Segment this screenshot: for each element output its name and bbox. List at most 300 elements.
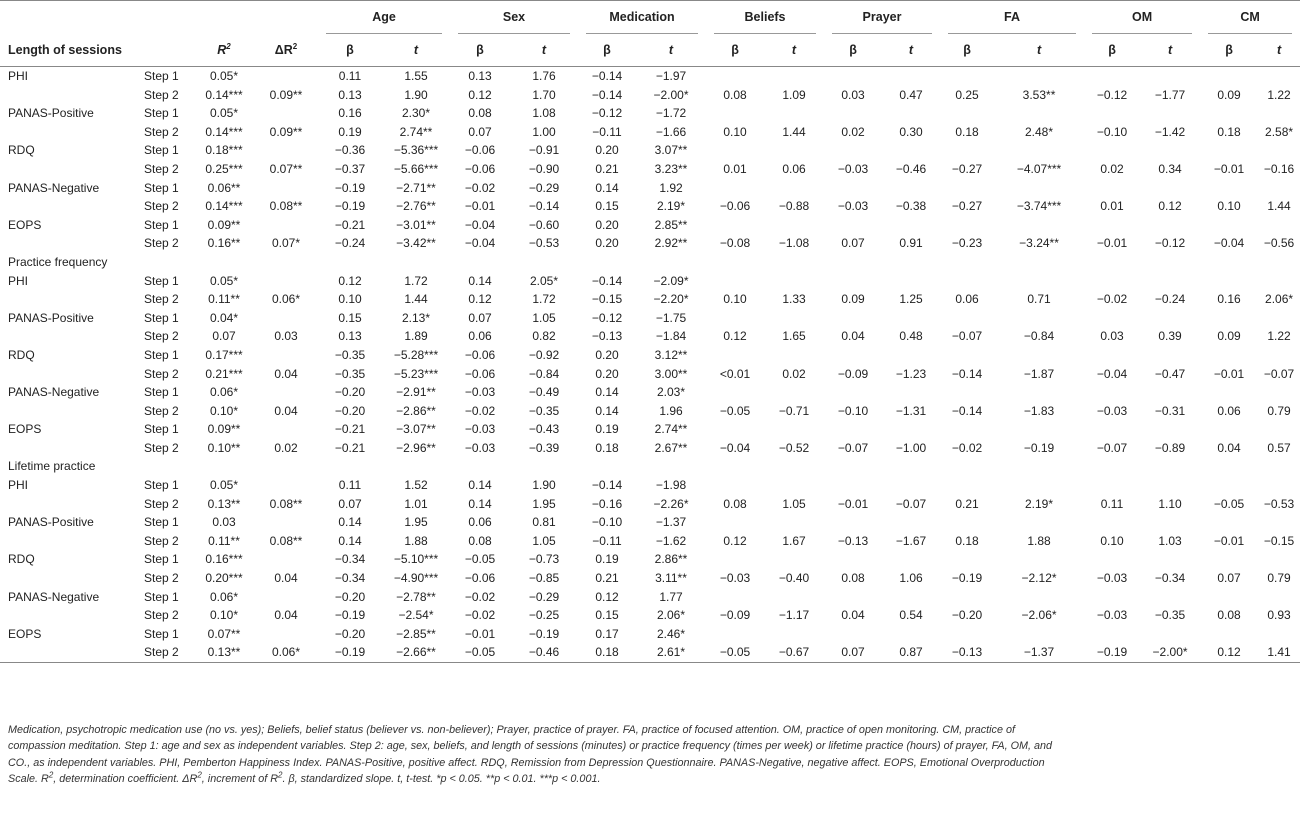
table-row [0,365,1300,384]
table-cell: −0.53 [528,236,560,251]
table-cell: −0.02 [464,608,496,623]
table-cell: −0.36 [334,143,366,158]
table-cell: −0.20 [951,608,983,623]
table-cell: −0.01 [1096,236,1128,251]
table-cell: −0.01 [464,199,496,214]
table-cell: 1.05 [532,310,556,325]
table-cell [1200,104,1258,123]
table-cell: 0.13 [338,87,362,102]
table-cell: 2.61* [656,645,686,660]
table-cell: −1.67 [895,533,927,548]
table-cell: 1.88 [404,533,428,548]
table-cell [706,625,764,644]
table-cell [824,383,882,402]
table-cell [254,383,318,402]
table-cell: −2.26* [653,496,689,511]
outcome-label: PANAS-Positive [8,515,94,530]
table-cell: 0.06* [271,292,301,307]
table-cell: 0.06 [782,161,806,176]
table-cell [1140,141,1200,160]
table-cell: 1.67 [782,533,806,548]
table-cell: −0.27 [951,199,983,214]
table-cell: 2.58* [1265,124,1294,139]
table-cell [824,513,882,532]
table-cell: −0.90 [528,161,560,176]
table-cell: −0.05 [719,645,751,660]
table-cell: −1.37 [655,515,687,530]
outcome-label [0,123,136,142]
table-cell: −2.00* [653,87,689,102]
table-cell: 0.14 [338,533,362,548]
table-cell: 0.06 [468,329,492,344]
step-label: Step 2 [144,161,179,176]
table-cell [994,383,1084,402]
table-cell [1084,346,1140,365]
table-cell: −0.24 [334,236,366,251]
table-cell: −1.66 [655,124,687,139]
table-cell [254,104,318,123]
table-cell: −0.02 [951,440,983,455]
table-cell [254,141,318,160]
table-cell [824,141,882,160]
table-cell: 0.20 [595,347,619,362]
table-cell: 0.06* [271,645,301,660]
table-cell [1258,272,1300,291]
table-cell: 0.14 [468,478,492,493]
table-cell [882,513,940,532]
outcome-label: EOPS [8,422,42,437]
table-cell: 0.03 [1100,329,1124,344]
table-cell [994,550,1084,569]
table-cell: 0.09** [269,87,303,102]
table-cell: −0.01 [1213,161,1245,176]
table-row [0,532,1300,551]
step-label: Step 1 [144,515,179,530]
table-cell: 0.10 [723,292,747,307]
table-cell: 1.77 [659,589,683,604]
table-cell [824,67,882,86]
table-cell: 0.09 [1217,329,1241,344]
table-cell: 2.19* [1025,496,1054,511]
table-cell: −1.23 [895,366,927,381]
table-cell: −0.14 [951,403,983,418]
table-row [0,588,1300,607]
table-cell [254,309,318,328]
table-cell: −0.34 [1154,571,1186,586]
table-cell [706,588,764,607]
table-cell [706,513,764,532]
table-cell [940,67,994,86]
table-cell [1258,216,1300,235]
table-cell: −0.34 [334,571,366,586]
table-cell: 0.12 [468,292,492,307]
table-cell: −3.07** [396,422,436,437]
table-cell: −0.19 [528,626,560,641]
table-cell: −1.72 [655,106,687,121]
step-label: Step 2 [144,236,179,251]
table-cell [824,272,882,291]
table-cell: 1.25 [899,292,923,307]
table-cell: 0.11** [208,533,240,548]
table-cell [1084,513,1140,532]
table-row [0,550,1300,569]
table-cell: 0.54 [899,608,923,623]
table-cell [254,550,318,569]
table-cell: 0.21*** [205,366,243,381]
table-cell: −0.12 [591,106,623,121]
table-cell: −0.06 [464,143,496,158]
table-cell: 0.16** [207,236,241,251]
table-cell: −1.97 [655,69,687,83]
table-cell [1258,141,1300,160]
table-cell: −3.42** [396,236,436,251]
table-cell: −0.60 [528,217,560,232]
table-cell [764,588,824,607]
step-label: Step 1 [144,310,179,325]
table-cell [940,216,994,235]
table-cell: −0.03 [1096,608,1128,623]
table-cell: 0.13** [207,645,241,660]
table-cell [1258,104,1300,123]
group-header: Age [318,1,450,35]
step-label: Step 1 [144,422,179,437]
table-cell: −2.20* [653,292,689,307]
table-cell: −0.06 [464,161,496,176]
t-header: t [668,43,674,57]
step-label: Step 2 [144,199,179,214]
table-cell: 0.81 [532,515,556,530]
outcome-label: RDQ [8,552,35,567]
table-cell: 0.06 [1217,403,1241,418]
table-cell: −0.38 [895,199,927,214]
table-cell [254,179,318,198]
table-cell: 2.05* [529,273,559,288]
step-label: Step 1 [144,217,179,232]
table-cell [994,141,1084,160]
table-cell: 0.10* [209,403,239,418]
table-cell [706,383,764,402]
table-cell: −1.31 [895,403,927,418]
table-cell: 0.17 [595,626,619,641]
beta-header: β [1225,43,1233,57]
table-cell: −2.86** [396,403,436,418]
table-cell: 3.00** [654,366,688,381]
table-cell: −1.75 [655,310,687,325]
table-cell: −5.36*** [393,143,439,158]
table-cell: 1.95 [404,515,428,530]
table-cell: 0.05* [209,478,239,493]
step-label: Step 1 [144,478,179,493]
table-cell: 0.09** [269,124,303,139]
beta-header: β [603,43,611,57]
table-cell [764,346,824,365]
table-cell: 2.06* [1265,292,1294,307]
beta-header: β [476,43,484,57]
table-cell: −0.52 [778,440,810,455]
table-cell: 0.12 [723,533,747,548]
table-cell: 0.06 [468,515,492,530]
table-cell [706,67,764,86]
table-cell [254,346,318,365]
table-cell: 0.05* [209,273,239,288]
table-cell: 0.07* [271,236,301,251]
table-cell: 0.20 [595,217,619,232]
table-notes [8,722,1193,788]
table-cell: 0.15 [595,608,619,623]
table-cell: 0.04 [1217,440,1241,455]
table-row [0,234,1300,253]
table-row [0,346,1300,365]
table-cell: 0.47 [899,87,923,102]
table-cell: −0.56 [1263,236,1295,251]
table-cell [940,420,994,439]
table-cell: −5.28*** [393,347,439,362]
beta-header: β [849,43,857,57]
t-header: t [791,43,797,57]
table-cell [824,625,882,644]
table-cell: −0.29 [528,180,560,195]
table-cell: 1.90 [532,478,556,493]
t-header: t [413,43,419,57]
table-cell: 0.05* [209,106,239,121]
table-cell: −0.20 [334,626,366,641]
group-header: Prayer [824,1,940,35]
table-cell [940,141,994,160]
group-header: Medication [578,1,706,35]
table-cell: −0.13 [591,329,623,344]
table-cell: 0.14*** [205,87,243,102]
table-cell [882,588,940,607]
table-cell [824,179,882,198]
table-cell: −0.35 [334,347,366,362]
table-cell: 0.11** [208,292,240,307]
table-cell [994,513,1084,532]
outcome-label: RDQ [8,143,35,158]
table-row [0,272,1300,291]
step-label: Step 1 [144,347,179,362]
table-cell: −0.04 [464,236,496,251]
table-cell [1258,309,1300,328]
group-header: OM [1084,1,1200,35]
table-cell: 1.65 [782,329,806,344]
table-cell [1140,216,1200,235]
table-cell [706,420,764,439]
table-cell: 2.67** [654,440,688,455]
table-cell: 1.90 [404,87,428,102]
table-cell: −0.92 [528,347,560,362]
table-cell [1140,625,1200,644]
table-cell [882,67,940,86]
table-cell: −0.02 [464,403,496,418]
table-cell: −0.02 [464,589,496,604]
table-cell [882,550,940,569]
header-row-columns [0,34,1300,67]
table-cell: −0.01 [464,626,496,641]
step-label: Step 2 [144,366,179,381]
table-cell: 2.19* [656,199,686,214]
table-cell: 0.15 [595,199,619,214]
step-label: Step 2 [144,87,179,102]
table-row [0,179,1300,198]
table-cell: 0.01 [1100,199,1124,214]
table-cell: 0.19 [595,422,619,437]
table-cell: −3.24** [1019,236,1059,251]
table-cell: 2.74** [654,422,688,437]
table-cell [824,346,882,365]
table-cell: −5.23*** [393,366,439,381]
table-cell [764,383,824,402]
outcome-label: PHI [8,478,29,493]
table-cell [824,476,882,495]
table-cell [764,179,824,198]
table-cell: −2.06* [1021,608,1057,623]
table-cell: 0.04 [841,329,865,344]
table-cell: 0.02 [782,366,806,381]
table-cell: −0.13 [837,533,869,548]
step-label: Step 1 [144,106,179,121]
table-cell [1258,476,1300,495]
table-cell: −0.20 [334,385,366,400]
table-cell [1200,179,1258,198]
table-cell [1140,309,1200,328]
step-label: Step 1 [144,626,179,641]
table-cell: 0.48 [899,329,923,344]
outcome-label: PANAS-Positive [8,106,94,121]
table-cell: −2.66** [396,645,436,660]
table-cell [1258,588,1300,607]
table-cell [882,141,940,160]
table-cell: −0.29 [528,589,560,604]
table-cell: 0.25*** [205,161,243,176]
table-cell: 0.14 [468,496,492,511]
table-cell: 0.07 [1217,571,1241,586]
table-cell: 0.18 [595,440,619,455]
table-cell: −0.40 [778,571,810,586]
table-cell: −0.02 [1096,292,1128,307]
table-cell: 0.06* [209,589,239,604]
table-cell: 1.10 [1158,496,1182,511]
table-cell: −2.78** [396,589,436,604]
table-cell: 2.74** [399,124,433,139]
table-cell [706,550,764,569]
table-cell: 0.08** [269,496,303,511]
table-cell: 1.22 [1267,329,1291,344]
group-header: CM [1200,1,1300,35]
table-cell [994,346,1084,365]
table-cell: 0.09 [841,292,865,307]
table-cell [764,216,824,235]
table-row [0,383,1300,402]
outcome-label: RDQ [8,347,35,362]
table-cell: 0.14 [595,385,619,400]
r2-header: $R^2$ [217,41,231,57]
outcome-label [0,606,136,625]
table-cell: 1.09 [782,87,806,102]
step-label: Step 1 [144,552,179,567]
table-cell: −0.04 [464,217,496,232]
outcome-label [0,197,136,216]
table-cell [824,104,882,123]
table-cell: −0.34 [334,552,366,567]
table-row [0,141,1300,160]
table-cell: 0.79 [1267,403,1291,418]
table-cell: −0.04 [719,440,751,455]
table-cell: 0.12 [723,329,747,344]
table-cell: 1.01 [404,496,428,511]
table-cell [1258,383,1300,402]
table-cell [824,588,882,607]
table-cell: −0.02 [464,180,496,195]
table-cell: −0.20 [334,403,366,418]
table-cell [1200,383,1258,402]
table-cell: −0.15 [1263,533,1295,548]
table-row [0,402,1300,421]
table-cell: 0.14 [595,180,619,195]
step-label: Step 1 [144,589,179,604]
table-cell: −0.09 [837,366,869,381]
group-header: FA [940,1,1084,35]
outcome-label [0,234,136,253]
table-cell: 1.96 [659,403,683,418]
table-cell [940,588,994,607]
table-cell: −0.12 [1096,87,1128,102]
table-cell: −0.27 [951,161,983,176]
table-cell: 1.72 [532,292,556,307]
table-cell [940,104,994,123]
table-cell [994,420,1084,439]
table-cell: 0.57 [1267,440,1291,455]
table-cell: −0.03 [837,199,869,214]
table-cell: 0.04* [209,310,239,325]
table-cell: −0.03 [464,422,496,437]
table-cell [1140,588,1200,607]
table-cell: −2.00* [1152,645,1188,660]
table-cell: −0.16 [591,496,623,511]
table-cell: −0.19 [1096,645,1128,660]
table-cell: 1.95 [532,496,556,511]
table-cell [1084,141,1140,160]
table-cell: −0.07 [1096,440,1128,455]
table-row [0,420,1300,439]
table-cell: 0.21 [955,496,979,511]
table-cell: 3.12** [654,347,688,362]
table-cell: 0.07** [269,161,303,176]
table-cell: −0.71 [778,403,810,418]
table-cell: 0.12 [1217,645,1241,660]
table-cell: 0.08 [1217,608,1241,623]
table-cell [940,272,994,291]
table-cell: 0.07** [207,626,241,641]
table-cell: −0.39 [528,440,560,455]
table-cell: −3.01** [396,217,436,232]
table-cell: 0.16*** [205,552,243,567]
table-cell: −1.17 [778,608,810,623]
table-cell [994,272,1084,291]
table-cell [940,625,994,644]
table-cell: 0.04 [841,608,865,623]
table-cell: 1.22 [1267,87,1291,102]
table-cell: −0.35 [334,366,366,381]
table-cell [1084,550,1140,569]
table-cell: −0.11 [592,124,622,139]
table-cell: 0.08 [723,496,747,511]
table-cell [940,550,994,569]
table-cell [1140,179,1200,198]
outcome-label [0,532,136,551]
table-cell: 0.04 [274,366,298,381]
table-cell [882,272,940,291]
outcome-label [0,495,136,514]
